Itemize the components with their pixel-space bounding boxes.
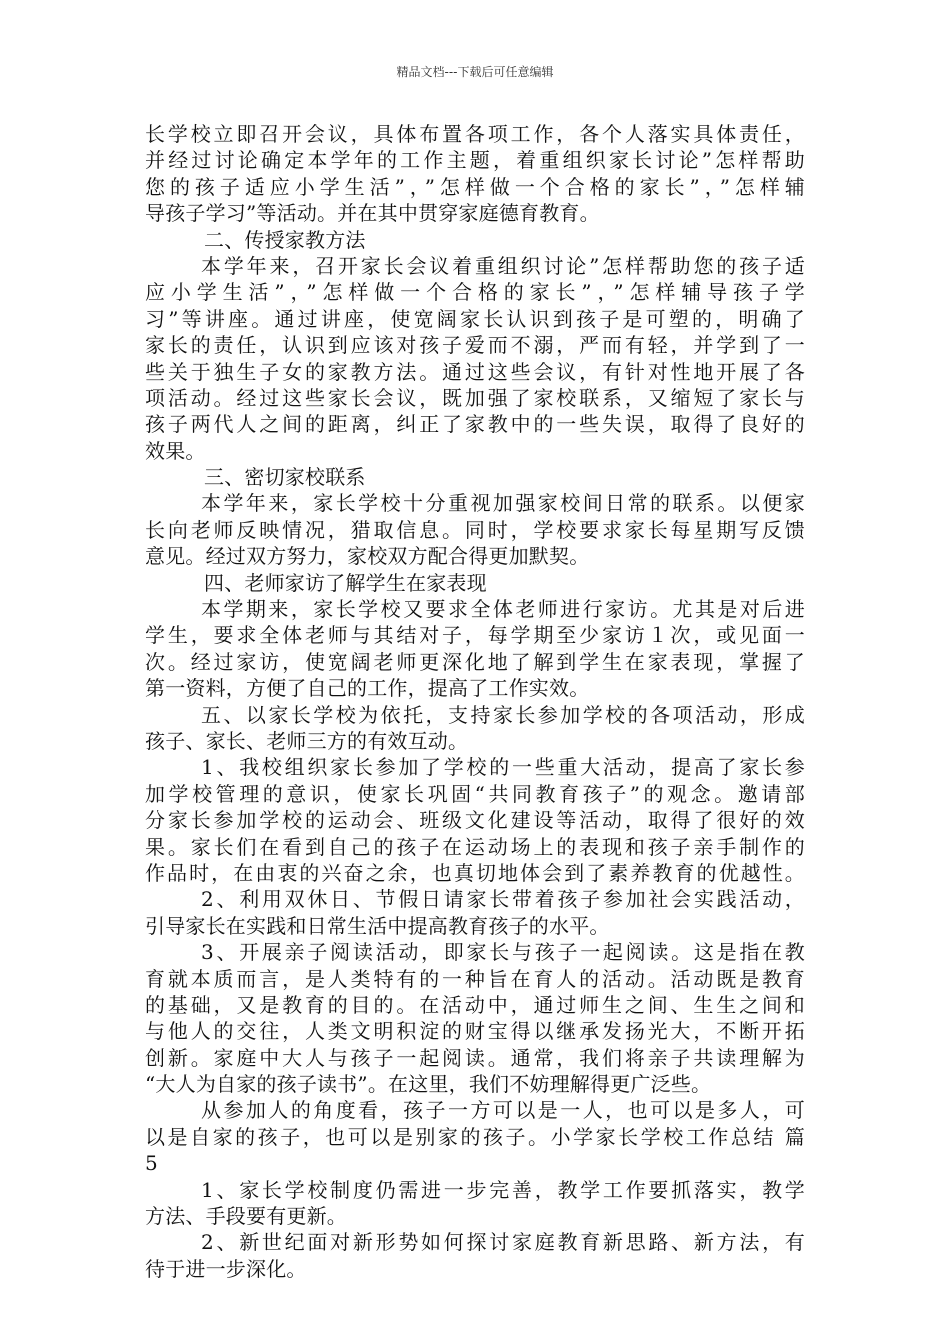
text-line: 分家长参加学校的运动会、班级文化建设等活动，取得了很好的效 [145, 808, 805, 833]
text-line: 2、利用双休日、节假日请家长带着孩子参加社会实践活动， [201, 887, 805, 912]
text-line: 次。经过家访，使宽阔老师更深化地了解到学生在家表现，掌握了 [145, 649, 805, 674]
text-line: 果。家长们在看到自己的孩子在运动场上的表现和孩子亲手制作的 [145, 834, 805, 859]
text-line: 项活动。经过这些家长会议，既加强了家校联系，又缩短了家长与 [145, 385, 805, 410]
text-line: 长向老师反映情况，猎取信息。同时，学校要求家长每星期写反馈 [145, 517, 805, 542]
page-header: 精品文档---下载后可任意编辑 [396, 65, 554, 79]
text-line: 引导家长在实践和日常生活中提高教育孩子的水平。 [145, 913, 610, 938]
text-line: 的基础，又是教育的目的。在活动中，通过师生之间、生生之间和 [145, 992, 805, 1017]
text-line: 5 [145, 1151, 158, 1176]
text-line: 四、老师家访了解学生在家表现 [204, 570, 487, 595]
text-line: 待于进一步深化。 [145, 1256, 307, 1281]
text-line: 孩子两代人之间的距离，纠正了家教中的一些失误，取得了良好的 [145, 412, 805, 437]
text-line: 本学年来，家长学校十分重视加强家校间日常的联系。以便家 [201, 491, 805, 516]
text-line: 1、我校组织家长参加了学校的一些重大活动，提高了家长参 [201, 755, 805, 780]
text-line: 本学期来，家长学校又要求全体老师进行家访。尤其是对后进 [201, 597, 805, 622]
text-line: 并经过讨论确定本学年的工作主题，着重组织家长讨论”怎样帮助 [145, 148, 805, 173]
text-line: 您的孩子适应小学生活”，”怎样做一个合格的家长”，”怎样辅 [145, 174, 805, 199]
text-line: 效果。 [145, 438, 206, 463]
text-line: 意见。经过双方努力，家校双方配合得更加默契。 [145, 544, 590, 569]
text-line: 1、家长学校制度仍需进一步完善，教学工作要抓落实，教学 [201, 1177, 805, 1202]
text-line: 本学年来，召开家长会议着重组织讨论”怎样帮助您的孩子适 [201, 253, 805, 278]
text-line: 加学校管理的意识，使家长巩固“共同教育孩子”的观念。邀请部 [145, 781, 805, 806]
text-line: 方法、手段要有更新。 [145, 1204, 347, 1229]
text-line: 创新。家庭中大人与孩子一起阅读。通常，我们将亲子共读理解为 [145, 1045, 805, 1070]
document-body [145, 121, 805, 1282]
text-line: 些关于独生子女的家教方法。通过这些会议，有针对性地开展了各 [145, 359, 805, 384]
text-line: 与他人的交往，人类文明积淀的财宝得以继承发扬光大，不断开拓 [145, 1019, 805, 1044]
text-line: 应小学生活”，”怎样做一个合格的家长”，”怎样辅导孩子学 [145, 280, 805, 305]
text-line: 第一资料，方便了自己的工作，提高了工作实效。 [145, 676, 590, 701]
text-line: 学生，要求全体老师与其结对子，每学期至少家访１次，或见面一 [145, 623, 805, 648]
text-line: 导孩子学习”等活动。并在其中贯穿家庭德育教育。 [145, 201, 600, 226]
text-line: 从参加人的角度看，孩子一方可以是一人，也可以是多人，可 [201, 1098, 805, 1123]
text-line: 五、以家长学校为依托，支持家长参加学校的各项活动，形成 [201, 702, 805, 727]
text-line: 家长的责任，认识到应该对孩子爱而不溺，严而有轻，并学到了一 [145, 333, 805, 358]
text-line: 三、密切家校联系 [204, 465, 366, 490]
text-line: “大人为自家的孩子读书”。在这里，我们不妨理解得更广泛些。 [145, 1072, 712, 1097]
text-line: 长学校立即召开会议，具体布置各项工作，各个人落实具体责任， [145, 122, 805, 146]
text-line: 育就本质而言，是人类特有的一种旨在育人的活动。活动既是教育 [145, 966, 805, 991]
text-line: 以是自家的孩子，也可以是别家的孩子。小学家长学校工作总结 篇 [145, 1124, 805, 1149]
text-line: 二、传授家教方法 [204, 227, 366, 252]
text-line: 2、新世纪面对新形势如何探讨家庭教育新思路、新方法，有 [201, 1230, 805, 1255]
text-line: 作品时，在由衷的兴奋之余，也真切地体会到了素养教育的优越性。 [145, 860, 805, 885]
text-line: 习”等讲座。通过讲座，使宽阔家长认识到孩子是可塑的，明确了 [145, 306, 805, 331]
text-line: 3、开展亲子阅读活动，即家长与孩子一起阅读。这是指在教 [201, 940, 805, 965]
text-line: 孩子、家长、老师三方的有效互动。 [145, 728, 469, 753]
